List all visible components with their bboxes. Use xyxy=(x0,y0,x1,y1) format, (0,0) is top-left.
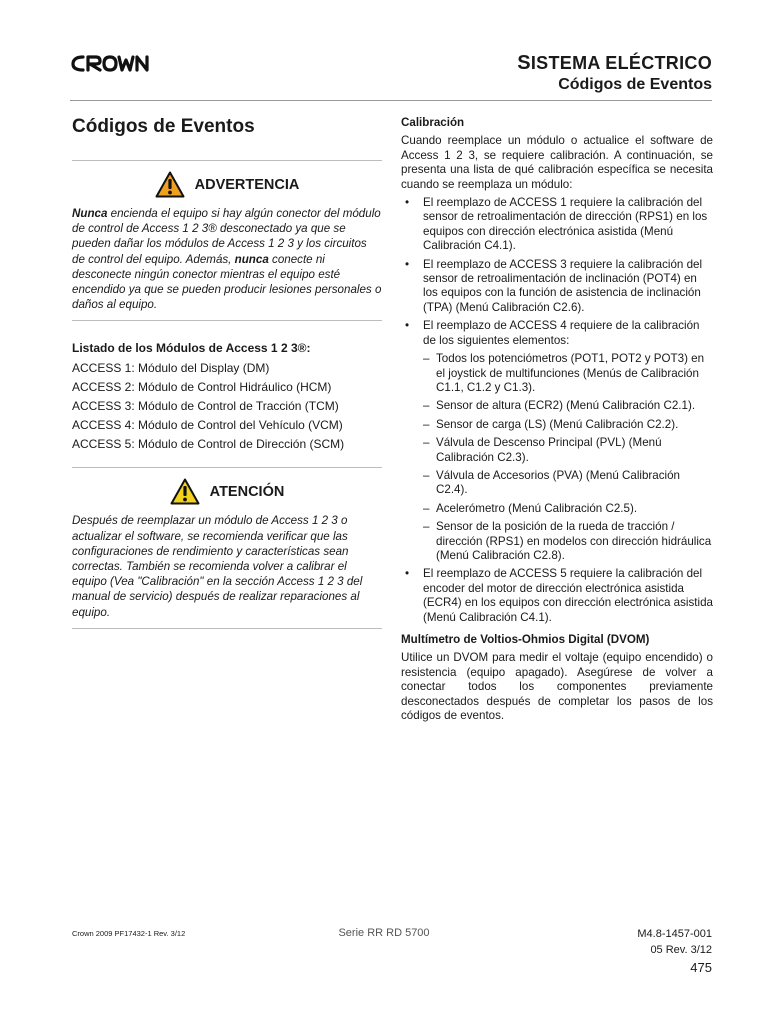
warning-triangle-icon xyxy=(170,478,200,505)
divider xyxy=(72,160,382,161)
dvom-text: Utilice un DVOM para medir el voltaje (equipo encendido) o resistencia (equipo apagado). Asegúrese de volver a conectar todos los componentes previamente desconectados después de completar los pasos de los códigos de eventos. xyxy=(401,651,713,723)
sub-list-item: – Sensor de la posición de la rueda de tracción / dirección (RPS1) en modelos con dirección hidráulica (Menú Calibración C2.8). xyxy=(423,520,713,563)
right-column xyxy=(401,116,713,727)
divider xyxy=(72,320,382,321)
sub-list-item: – Válvula de Accesorios (PVA) (Menú Calibración C2.4). xyxy=(423,469,713,498)
section-title: SISTEMA ELÉCTRICO xyxy=(517,52,712,74)
module-item: ACCESS 2: Módulo de Control Hidráulico (HCM) xyxy=(72,380,332,395)
list-item: • El reemplazo de ACCESS 3 requiere la calibración del sensor de retroalimentación de inclinación (POT4) en los equipos con la función de asistencia de inclinación (TPA) (Menú Calibración C2.6). xyxy=(401,258,713,316)
calibration-intro: Cuando reemplace un módulo o actualice el software de Access 1 2 3, se requiere calibración. A continuación, se presenta una lista de qué calibración específica se necesita cuando se reemplaza un módulo: xyxy=(401,134,713,191)
crown-logo xyxy=(70,52,154,74)
list-item: • El reemplazo de ACCESS 5 requiere la calibración del encoder del motor de dirección electrónica asistida (ECR4) en los equipos con dirección electrónica asistida (Menú Calibración C4.1). xyxy=(401,567,713,625)
sub-list xyxy=(423,352,713,563)
footer-copyright: Crown 2009 PF17432-1 Rev. 3/12 xyxy=(72,929,186,938)
header-divider xyxy=(70,100,712,101)
modules-heading: Listado de los Módulos de Access 1 2 3®: xyxy=(72,341,311,356)
warning-header xyxy=(72,171,382,198)
calibration-heading: Calibración xyxy=(401,116,465,129)
page-number: 475 xyxy=(690,960,712,975)
footer-doc-number: M4.8-1457-001 xyxy=(637,928,712,940)
warning-label: ADVERTENCIA xyxy=(194,176,300,193)
calibration-list xyxy=(401,196,713,625)
sub-list-item: – Sensor de carga (LS) (Menú Calibración C2.2). xyxy=(423,418,713,432)
module-item: ACCESS 4: Módulo de Control del Vehículo (VCM) xyxy=(72,417,343,432)
section-subtitle: Códigos de Eventos xyxy=(558,76,712,93)
list-item: • El reemplazo de ACCESS 1 requiere la calibración del sensor de retroalimentación de dirección (RPS1) en los equipos con dirección electrónica asistida (Menú Calibración C4.1). xyxy=(401,196,713,254)
footer-revision: 05 Rev. 3/12 xyxy=(650,944,712,956)
divider xyxy=(72,467,382,468)
footer-series: Serie RR RD 5700 xyxy=(338,927,430,939)
sub-list-item: – Acelerómetro (Menú Calibración C2.5). xyxy=(423,502,713,516)
sub-list-item: – Todos los potenciómetros (POT1, POT2 y POT3) en el joystick de multifunciones (Menús de Calibración C1.1, C1.2 y C1.3). xyxy=(423,352,713,395)
sub-list-item: – Sensor de altura (ECR2) (Menú Calibración C2.1). xyxy=(423,399,713,413)
list-item: • El reemplazo de ACCESS 4 requiere de la calibración de los siguientes elementos: – Todos los potenciómetros (POT1, POT2 y POT3) en el joystick de multifunciones (Menús de Calibración C1.1, C1.2 y C1.3). – Sensor de altura (ECR2) (Menú Calibración C2.1). – Sensor de carga (LS) (Menú Calibración C2.2). – Válvula de Descenso Principal (PVL) (Menú Calibración C2.3). – Válvula de Accesorios (PVA) (Menú Calibración C2.4). – Acelerómetro (Menú Calibración C2.5). – Sensor de la posición de la rueda de tracción / dirección (RPS1) en modelos con dirección hidráulica (Menú Calibración C2.8). xyxy=(401,319,713,563)
caution-text: Después de reemplazar un módulo de Access 1 2 3 o actualizar el software, se recomienda verificar que las configuraciones de rendimiento y características sean correctas. También se recomienda volver a calibrar el equipo (Vea "Calibración" en la sección Access 1 2 3 del manual de servicio) después de realizar reparaciones al equipo. xyxy=(72,514,363,619)
left-column xyxy=(72,116,382,629)
warning-triangle-icon xyxy=(155,171,185,198)
warning-text: Nunca encienda el equipo si hay algún conector del módulo de control de Access 1 2 3® desconectado ya que se pueden dañar los módulos de Access 1 2 3 y los circuitos de control del equipo. Además, nunca conecte ni desconecte ningún conector mientras el equipo esté encendido ya que se pueden producir lesiones personales o daños al equipo. xyxy=(72,207,382,312)
caution-header xyxy=(72,478,382,505)
page-title: Códigos de Eventos xyxy=(72,116,255,137)
sub-list-item: – Válvula de Descenso Principal (PVL) (Menú Calibración C2.3). xyxy=(423,436,713,465)
module-item: ACCESS 1: Módulo del Display (DM) xyxy=(72,361,270,376)
module-item: ACCESS 3: Módulo de Control de Tracción (TCM) xyxy=(72,399,339,414)
divider xyxy=(72,628,382,629)
caution-label: ATENCIÓN xyxy=(209,483,285,500)
module-item: ACCESS 5: Módulo de Control de Dirección (SCM) xyxy=(72,436,345,451)
dvom-heading: Multímetro de Voltios-Ohmios Digital (DVOM) xyxy=(401,633,650,646)
